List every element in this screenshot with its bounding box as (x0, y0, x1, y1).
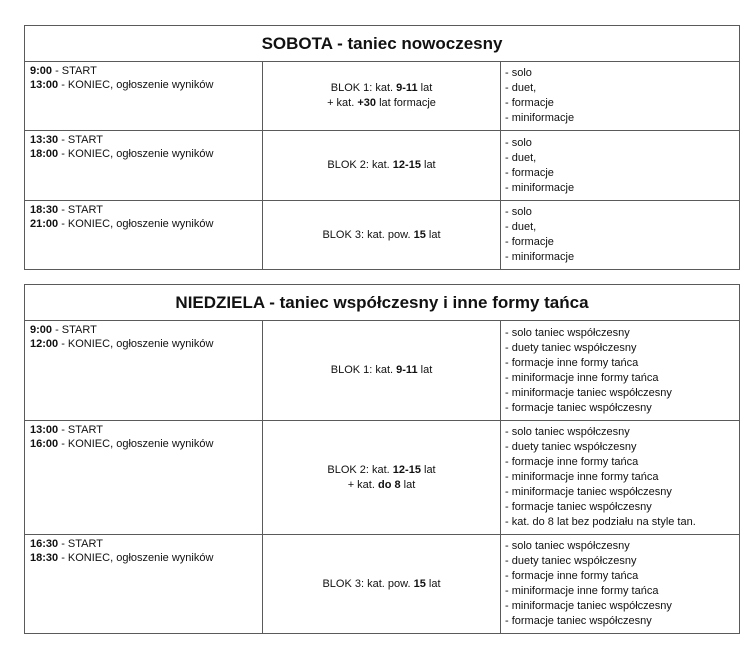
time-cell (25, 62, 263, 131)
table-row (25, 321, 740, 421)
end-label: - KONIEC, ogłoszenie wyników (58, 79, 214, 91)
list-item: - formacje inne formy tańca (505, 570, 639, 582)
list-item: - miniformacje taniec współczesny (505, 386, 672, 399)
end-time: 16:00 (30, 438, 59, 450)
start-time: 13:30 (30, 134, 59, 146)
block-text: lat (425, 577, 441, 590)
list-item: - solo taniec współczesny (505, 426, 630, 438)
block-age: 12-15 (392, 463, 421, 476)
list-item: - formacje taniec współczesny (505, 401, 652, 414)
start-time: 16:30 (30, 538, 59, 550)
block-age: 9-11 (396, 82, 418, 94)
block-text: lat (425, 228, 441, 241)
start-time: 9:00 (30, 65, 53, 77)
categories-cell (501, 201, 740, 270)
block-text: + kat. (327, 97, 358, 109)
table-row (25, 421, 740, 535)
saturday-day: SOBOTA (261, 33, 333, 53)
time-cell (25, 131, 263, 201)
list-item: - formacje inne formy tańca (505, 456, 639, 468)
list-item: - duet, (505, 151, 537, 164)
list-item: - formacje inne formy tańca (505, 356, 639, 369)
list-item: - formacje (505, 166, 554, 179)
block-text: lat formacje (376, 97, 436, 109)
list-item: - solo (505, 206, 532, 218)
start-label: - START (58, 204, 103, 216)
list-item: - duety taniec współczesny (505, 341, 637, 354)
start-label: - START (58, 134, 103, 146)
saturday-style: - taniec nowoczesny (332, 33, 503, 53)
list-item: - miniformacje inne formy tańca (505, 371, 659, 384)
list-item: - miniformacje inne formy tańca (505, 471, 659, 483)
categories-cell (501, 535, 740, 634)
block-cell (263, 321, 501, 421)
list-item: - formacje (505, 236, 554, 248)
block-text: BLOK 3: kat. pow. (322, 577, 414, 590)
list-item: - duety taniec współczesny (505, 441, 637, 453)
table-row (25, 131, 740, 201)
list-item: - solo taniec współczesny (505, 326, 630, 339)
block-age: do 8 (377, 478, 401, 491)
categories-cell (501, 421, 740, 535)
block-text: BLOK 2: kat. (327, 159, 393, 171)
list-item: - formacje (505, 97, 554, 109)
block-text: lat (420, 463, 436, 476)
block-text: BLOK 3: kat. pow. (322, 228, 414, 241)
time-cell (25, 421, 263, 535)
list-item: - duet, (505, 82, 537, 94)
end-time: 18:00 (30, 148, 59, 160)
list-item: - solo taniec współczesny (505, 540, 630, 552)
block-age: 15 (413, 577, 426, 590)
block-text: lat (417, 364, 433, 376)
sunday-title (25, 285, 740, 321)
block-text: lat (420, 159, 436, 171)
list-item: - formacje taniec współczesny (505, 501, 652, 513)
list-item: - miniformacje taniec współczesny (505, 600, 672, 612)
block-text: + kat. (347, 478, 378, 491)
table-row (25, 201, 740, 270)
list-item: - duety taniec współczesny (505, 555, 637, 567)
block-age: 9-11 (396, 364, 418, 376)
time-cell (25, 201, 263, 270)
block-age: +30 (357, 97, 377, 109)
categories-cell (501, 321, 740, 421)
sunday-schedule-table (24, 284, 740, 634)
start-label: - START (52, 65, 97, 77)
end-label: - KONIEC, ogłoszenie wyników (58, 218, 214, 230)
table-row (25, 62, 740, 131)
block-text: lat (417, 82, 433, 94)
time-cell (25, 321, 263, 421)
end-label: - KONIEC, ogłoszenie wyników (58, 338, 214, 350)
block-cell (263, 62, 501, 131)
sunday-day: NIEDZIELA (175, 292, 265, 312)
list-item: - solo (505, 136, 532, 149)
end-label: - KONIEC, ogłoszenie wyników (58, 438, 214, 450)
end-time: 21:00 (30, 218, 59, 230)
list-item: - miniformacje (505, 181, 575, 194)
start-time: 9:00 (30, 324, 53, 336)
block-text: lat (400, 478, 416, 491)
block-text: BLOK 2: kat. (327, 463, 393, 476)
end-label: - KONIEC, ogłoszenie wyników (58, 552, 214, 564)
end-label: - KONIEC, ogłoszenie wyników (58, 148, 214, 160)
list-item: - duet, (505, 221, 537, 233)
time-cell (25, 535, 263, 634)
categories-cell (501, 62, 740, 131)
block-cell (263, 535, 501, 634)
block-text: BLOK 1: kat. (330, 82, 397, 94)
list-item: - miniformacje taniec współczesny (505, 486, 672, 498)
categories-cell (501, 131, 740, 201)
block-cell (263, 131, 501, 201)
table-row (25, 535, 740, 634)
start-label: - START (58, 538, 103, 550)
block-text: BLOK 1: kat. (330, 364, 397, 376)
start-time: 13:00 (30, 424, 59, 436)
sunday-style: - taniec współczesny i inne formy tańca (264, 292, 589, 312)
start-label: - START (52, 324, 97, 336)
start-label: - START (58, 424, 103, 436)
list-item: - formacje taniec współczesny (505, 615, 652, 627)
saturday-title (25, 26, 740, 62)
list-item: - kat. do 8 lat bez podziału na style tan. (505, 516, 696, 528)
list-item: - miniformacje inne formy tańca (505, 585, 659, 597)
saturday-schedule-table (24, 25, 740, 270)
list-item: - miniformacje (505, 251, 575, 263)
list-item: - miniformacje (505, 112, 575, 124)
block-age: 12-15 (392, 159, 421, 171)
end-time: 18:30 (30, 552, 59, 564)
list-item: - solo (505, 67, 532, 79)
block-age: 15 (413, 228, 426, 241)
end-time: 13:00 (30, 79, 59, 91)
block-cell (263, 421, 501, 535)
block-cell (263, 201, 501, 270)
start-time: 18:30 (30, 204, 59, 216)
end-time: 12:00 (30, 338, 59, 350)
